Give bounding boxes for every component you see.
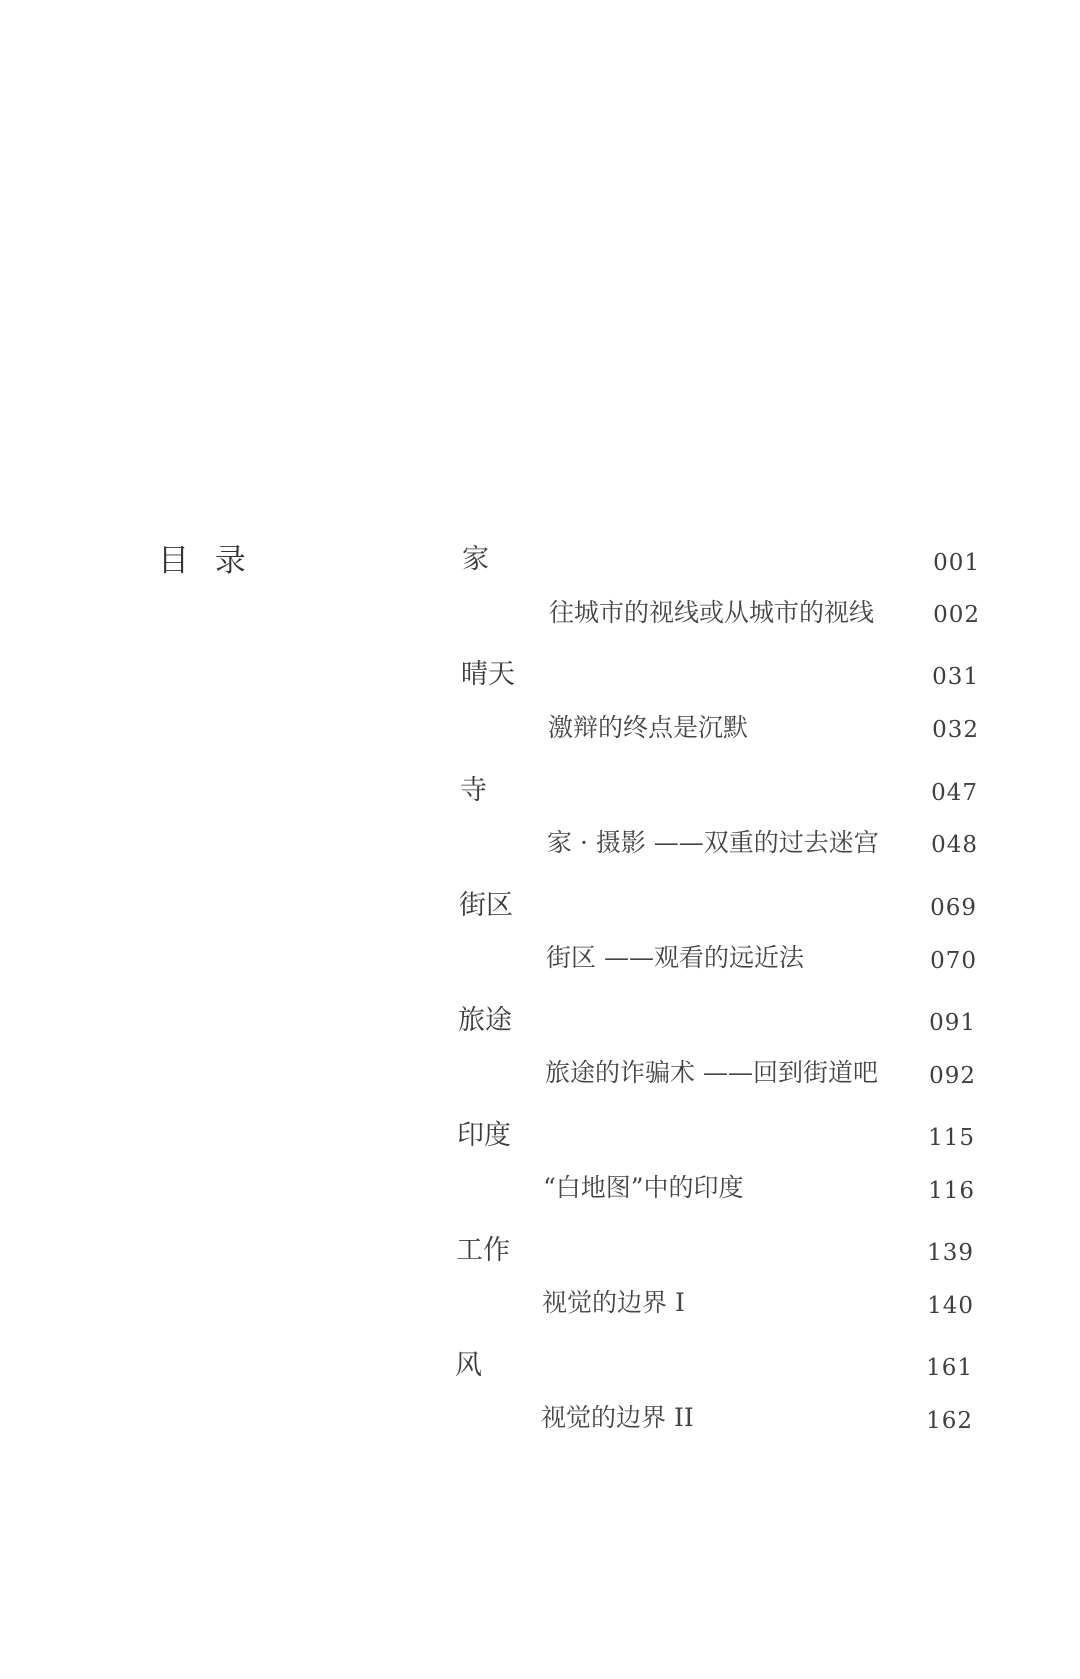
chapter-title: 往城市的视线或从城市的视线: [549, 598, 875, 627]
part-title: 街区: [459, 890, 513, 921]
chapter-title: 旅途的诈骗术 ——回到街道吧: [545, 1058, 878, 1087]
part-title: 晴天: [461, 659, 515, 690]
chapter-title: 视觉的边界 I: [542, 1288, 685, 1317]
page-number: 139: [927, 1240, 974, 1266]
page-number: 162: [926, 1408, 973, 1434]
page-number: 069: [930, 895, 977, 921]
part-title: 寺: [460, 775, 487, 806]
page-number: 070: [930, 948, 977, 974]
page-number: 091: [929, 1010, 976, 1036]
page-number: 115: [928, 1125, 975, 1151]
part-title: 风: [455, 1350, 482, 1381]
page-number: 140: [927, 1293, 974, 1319]
chapter-title: 街区 ——观看的远近法: [546, 943, 804, 972]
chapter-title: “白地图”中的印度: [543, 1173, 744, 1202]
page-number: 002: [933, 602, 980, 628]
page-number: 047: [931, 780, 978, 806]
part-title: 工作: [456, 1235, 510, 1266]
page-number: 032: [932, 717, 979, 743]
page-number: 161: [926, 1355, 973, 1381]
page-number: 001: [933, 550, 980, 576]
page-number: 116: [928, 1178, 975, 1204]
chapter-title: 家 · 摄影 ——双重的过去迷宫: [547, 828, 879, 857]
chapter-title: 激辩的终点是沉默: [548, 713, 749, 742]
part-title: 印度: [457, 1120, 511, 1151]
page-number: 031: [932, 664, 979, 690]
part-title: 家: [462, 544, 489, 575]
page-number: 048: [931, 832, 978, 858]
toc-title: 目 录: [158, 543, 254, 579]
page-number: 092: [929, 1063, 976, 1089]
part-title: 旅途: [458, 1005, 512, 1036]
chapter-title: 视觉的边界 II: [541, 1403, 694, 1432]
